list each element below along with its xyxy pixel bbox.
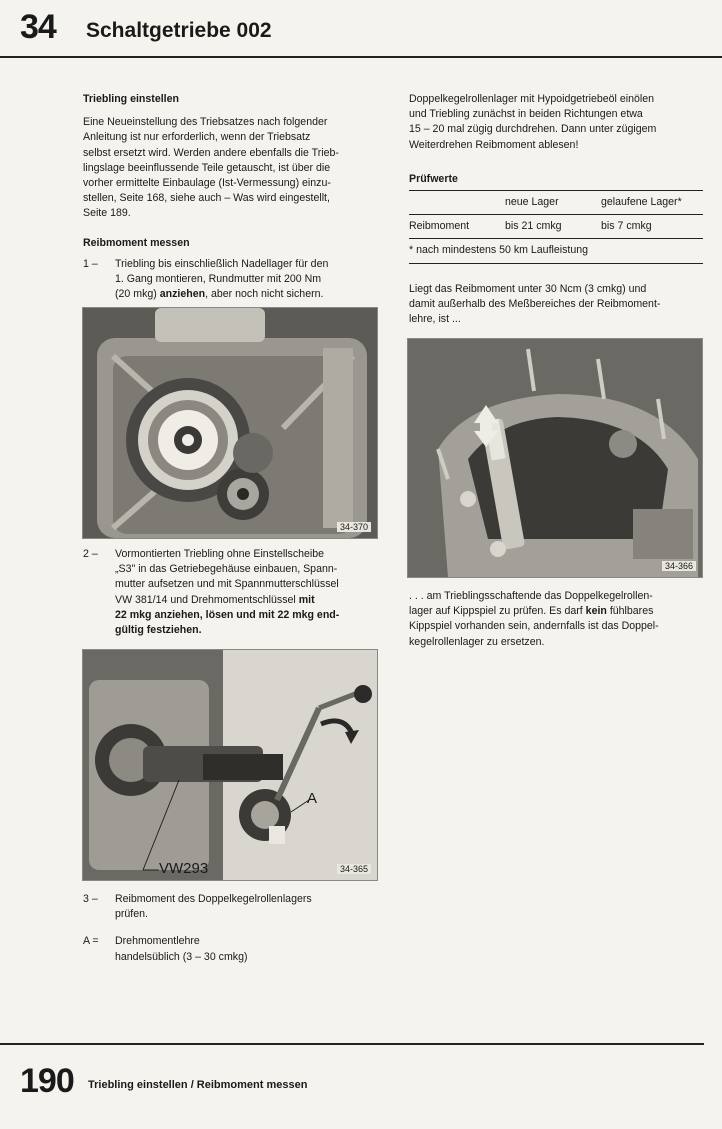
text-line: stellen, Seite 168, siehe auch – Was wird eingestellt,: [83, 192, 330, 205]
table-header-new: neue Lager: [505, 196, 559, 209]
heading-pruefwerte: Prüfwerte: [409, 172, 458, 185]
page-number: 190: [20, 1062, 74, 1100]
chapter-title: Schaltgetriebe 002: [86, 19, 272, 42]
table-row: [409, 215, 703, 239]
torque-wrench-illustration: [83, 650, 377, 880]
text-line: kegelrollenlager zu ersetzen.: [409, 635, 545, 648]
bold-text-line: gültig festziehen.: [115, 624, 202, 637]
header-rule: [0, 56, 722, 58]
text-line: „S3" in das Getriebegehäuse einbauen, Spann-: [115, 563, 338, 576]
label-a: A: [307, 790, 318, 807]
text-line: selbst ersetzt wird. Werden andere ebenfalls die Trieb-: [83, 146, 339, 159]
text-span: VW 381/14 und Drehmomentschlüssel: [115, 593, 299, 606]
text-line: [115, 287, 383, 302]
text-line: 1. Gang montieren, Rundmutter mit 200 Nm: [115, 273, 322, 286]
right-column-text: [409, 92, 707, 327]
text-line: vorher ermittelte Einbaulage (Ist-Vermessung) einzu-: [83, 177, 331, 190]
pinion-shaft-illustration: [408, 339, 702, 577]
kippspiel-paragraph: [409, 589, 707, 650]
step-number: 3 –: [83, 893, 98, 905]
heading-triebling-einstellen: Triebling einstellen: [83, 93, 179, 105]
intro-paragraph: [83, 115, 383, 221]
step-number: 1 –: [83, 257, 98, 270]
text-line: Liegt das Reibmoment unter 30 Ncm (3 cmkg) und: [409, 282, 647, 295]
table-header-used: gelaufene Lager*: [601, 196, 682, 209]
text-line: Triebling bis einschließlich Nadellager für den: [115, 257, 329, 270]
text-line: Doppelkegelrollenlager mit Hypoidgetriebeöl einölen: [409, 93, 654, 105]
left-column-text: [83, 92, 383, 302]
text-line: Drehmomentlehre: [115, 935, 200, 948]
step-2: [83, 547, 383, 638]
text-span: lager auf Kippspiel zu prüfen. Es darf: [409, 605, 586, 618]
photo-torque-wrench: [82, 649, 378, 881]
table-header-row: [409, 191, 703, 215]
text-line: Seite 189.: [83, 207, 131, 220]
oil-paragraph: [409, 92, 707, 153]
text-line: prüfen.: [115, 908, 148, 921]
figure-code: 34-370: [337, 522, 371, 532]
gearbox-housing-illustration: [83, 308, 377, 538]
label-vw293: VW293: [159, 860, 209, 877]
text-line: lehre, ist ...: [409, 313, 461, 326]
photo-gearbox-housing: [82, 307, 378, 539]
photo-pinion-shaft: [407, 338, 703, 578]
table-value-new: bis 21 cmkg: [505, 220, 562, 233]
text-span: fühlbares: [606, 605, 654, 618]
table-value-used: bis 7 cmkg: [601, 220, 652, 233]
footer-title: Triebling einstellen / Reibmoment messen: [88, 1079, 308, 1091]
chapter-number: 34: [20, 8, 56, 46]
text-line: lingslage beeinflussende Teile getauscht, ist über die: [83, 161, 331, 174]
table-cell: [409, 191, 505, 215]
text-line: damit außerhalb des Meßbereiches der Reibmoment-: [409, 297, 661, 310]
bold-text-line: 22 mkg anziehen, lösen und mit 22 mkg end-: [115, 608, 340, 621]
table-row-label: Reibmoment: [409, 220, 470, 233]
text-line: mutter aufsetzen und mit Spannmutterschlüssel: [115, 578, 339, 591]
heading-reibmoment-messen: Reibmoment messen: [83, 236, 190, 249]
text-span: , aber noch nicht sichern.: [205, 288, 324, 301]
figure-code: 34-366: [662, 561, 696, 571]
table-footnote: * nach mindestens 50 km Laufleistung: [409, 244, 589, 257]
text-line: handelsüblich (3 – 30 cmkg): [115, 950, 248, 963]
text-line: Weiterdrehen Reibmoment ablesen!: [409, 138, 579, 151]
legend-key: A =: [83, 935, 99, 948]
footer-rule: [0, 1043, 704, 1045]
text-line: Reibmoment des Doppelkegelrollenlagers: [115, 893, 312, 905]
bold-text: mit: [298, 593, 315, 606]
text-line: Kippspiel vorhanden sein, andernfalls ist das Doppel-: [409, 620, 659, 633]
text-line: Eine Neueinstellung des Triebsatzes nach folgender: [83, 116, 328, 129]
text-line: und Triebling zunächst in beiden Richtungen etwa: [409, 108, 643, 121]
test-values-table: [409, 190, 703, 264]
table-footnote-row: [409, 239, 703, 263]
text-span: (20 mkg): [115, 288, 160, 301]
text-line: [409, 604, 707, 619]
bold-text: anziehen: [159, 288, 206, 301]
text-line: Vormontierten Triebling ohne Einstellscheibe: [115, 548, 325, 560]
step-number: 2 –: [83, 548, 98, 560]
bold-text: kein: [585, 605, 607, 618]
step-1: [83, 257, 383, 303]
text-line: 15 – 20 mal zügig durchdrehen. Dann unter zügigem: [409, 123, 657, 136]
text-line: [115, 593, 383, 608]
step-3: [83, 892, 383, 965]
text-line: Anleitung ist nur erforderlich, wenn der Triebsatz: [83, 131, 311, 144]
figure-code: 34-365: [337, 864, 371, 874]
text-line: . . . am Trieblingsschaftende das Doppelkegelrollen-: [409, 590, 653, 602]
legend-a: [83, 934, 383, 964]
reibmoment-paragraph: [409, 282, 707, 328]
